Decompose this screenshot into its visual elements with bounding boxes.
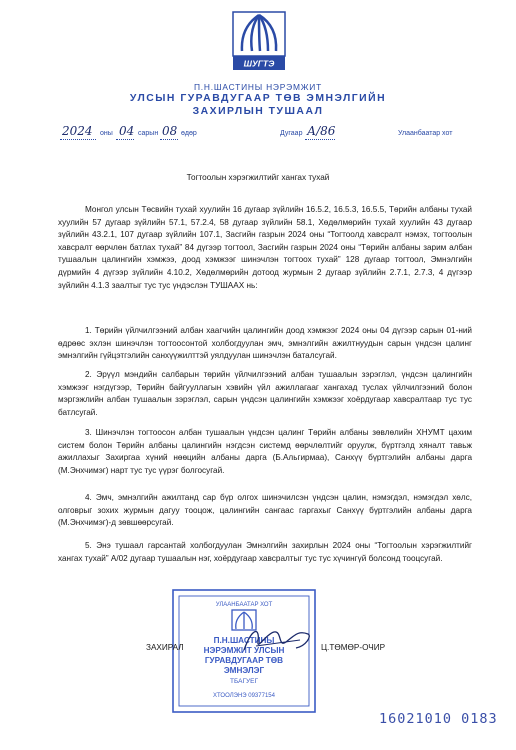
signatory-name: Ц.ТӨМӨР-ОЧИР [321, 643, 386, 652]
year-underline [60, 139, 96, 140]
document-serial-number: 16021010 0183 [379, 711, 498, 727]
item-2-paragraph: 2. Эрүүл мэндийн салбарын төрийн үйлчилгээний албан тушаалын зэрэглэл, үндсэн цалингийн хэмжээг нэгдүгээр, Төрийн байгууллагын хэвийн үйл ажиллагааг хангахад туслах үйлчилгээний болон мэргэжлийн албан тушаалын зэрэглэл, сарын үндсэн цалингийн хэмжээг хоёрдугаар хавсралтаар тус тус батлсугай. [58, 370, 472, 417]
decree-subject: Тогтоолын хэрэгжилтийг хангах тухай [186, 173, 330, 182]
org-title-line1: УЛСЫН ГУРАВДУГААР ТӨВ ЭМНЭЛГИЙН [129, 93, 387, 104]
hospital-name: П.Н.ШАСТИНЫ НЭРЭМЖИТ [193, 82, 322, 92]
number-handwritten: А/86 [307, 124, 336, 138]
handwritten-signature [238, 620, 318, 660]
city-label: Улаанбаатар хот [398, 130, 453, 137]
item-5-paragraph: 5. Энэ тушаал гарсантай холбогдуулан Эмнэлгийн захирлын 2024 оны “Тогтоолын хэрэгжилтийг хангах тухай” А/02 дугаар тушаалын нэг, хоёрдугаар хавсралтыг тус тус хүчингүй болсонд тооцсугай. [58, 541, 472, 563]
year-label: оны [100, 130, 113, 137]
item-1-paragraph: 1. Төрийн үйлчилгээний албан хаагчийн цалингийн доод хэмжээг 2024 оны 04 дүгээр сарын 01-ний өдрөөс эхлэн шинэчлэн тогтоосонтой холбогдуулан эмч, эмнэлгийн ажилтнуудын сарын үндсэн цалинг эмнэлгийн гүйцэтгэлийн санхүүжилттэй уялдуулан шинэчлэн баталсугай. [58, 326, 472, 361]
year-handwritten: 2024 [62, 124, 93, 138]
stamp-line-5: ТБАГУЕГ [230, 678, 258, 685]
item-4-paragraph: 4. Эмч, эмнэлгийн ажилтанд сар бүр олгох шинэчилсэн үндсэн цалин, нэмэгдэл, нэмэгдэл хөлс, олговрыг зохих журмын дагуу тооцож, цалингийн сангаас гаргахыг Санхүү бүртгэлийн албаны дарга (М.Энхчимэг)-д зөвшөөрсугай. [58, 493, 472, 528]
stamp-top-text: УЛААНБААТАР ХОТ [215, 602, 273, 608]
number-underline [305, 139, 335, 140]
day-handwritten: 08 [162, 124, 178, 138]
org-title-line2: ЗАХИРЛЫН ТУШААЛ [192, 106, 324, 117]
number-label: Дугаар [280, 130, 303, 137]
item-3-paragraph: 3. Шинэчлэн тогтоосон албан тушаалын үндсэн цалинг Төрийн албаны зөвлөлийн ХНУМТ цахим систем болон Төрийн албаны цалингийн нэгдсэн системд өөрчлөлтийг оруулж, бүртгэлд хяналт тавьж ажиллахыг Захиргаа хүний нөөцийн албаны дарга (Б.Альгирмаа), Санхүү бүртгэлийн албаны дарга (М.Энхчимэг) нарт тус тус үүрэг болгосугай. [58, 428, 472, 475]
stamp-line-3: ГУРАВДУГААР ТӨВ [204, 656, 284, 665]
intro-paragraph: Монгол улсын Төсвийн тухай хуулийн 16 дугаар зүйлийн 16.5.2, 16.5.3, 16.5.5, Төрийн албаны тухай хуулийн 57 дугаар зүйлийн 57.1, 57.2.4, 58 дугаар зүйлийн 58.1, Хөдөлмөрийн тухай хуулийн 43 дугаар зүйлийн 43.2.1, 107 дугаар зүйлийн 107.1, Засгийн газрын 2024 оны “Тогтоолд хавсралт нэмэх, тогтоолын хавсралт өөрчлөн батлах тухай” 84 дүгээр тогтоол, Засгийн газрын 2024 оны “Төрийн албаны зарим албан тушаалын цалингийн хэмжээ, доод хэмжээг шинэчлэн тогтоох тухай” 128 дугаар тогтоол, Эмнэлгийн дүрмийн 4 дүгээр зүйлийн 4.10.2, Хөдөлмөрийн дотоод журмын 2 дугаар зүйлийн 2.7.1, 2.7.3, 4 дүгээр зүйлийн 4.1.3 заалтыг тус тус үндэслэн ТУШААХ нь: [58, 205, 472, 290]
stamp-line-4: ЭМНЭЛЭГ [223, 666, 265, 675]
month-underline [116, 139, 134, 140]
month-label: сарын [138, 130, 159, 137]
hospital-logo-icon [232, 11, 286, 71]
day-underline [160, 139, 178, 140]
day-label: өдөр [181, 130, 197, 137]
month-handwritten: 04 [119, 124, 135, 138]
stamp-line-1: П.Н.ШАСТИНЫ [213, 636, 275, 645]
signature-title: ЗАХИРАЛ [146, 643, 184, 652]
date-line [0, 124, 516, 144]
logo-text: ШУГТЭ [243, 58, 275, 69]
stamp-code: ХТООЛЭНЭ 09377154 [213, 693, 275, 699]
stamp-line-2: НЭРЭМЖИТ УЛСЫН [203, 646, 285, 655]
